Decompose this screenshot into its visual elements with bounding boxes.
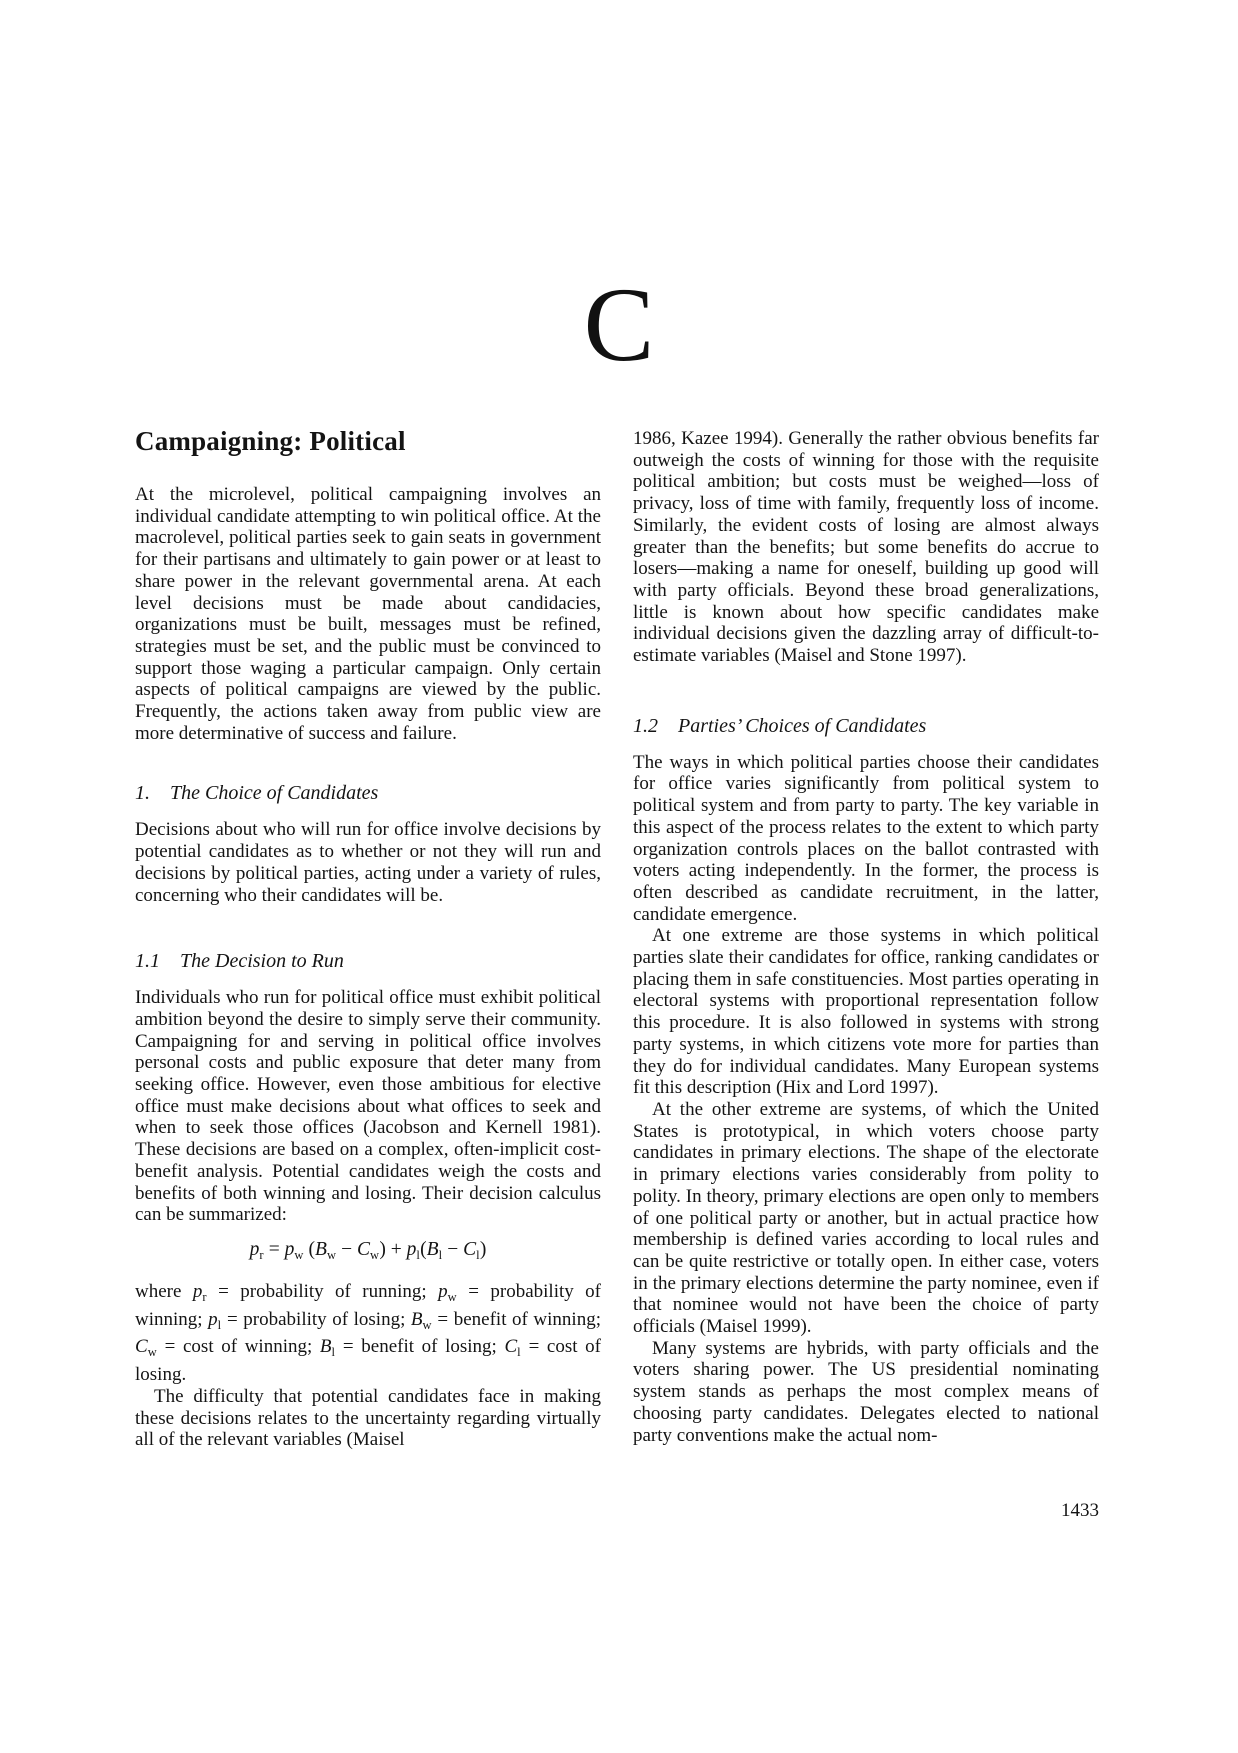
article-title: Campaigning: Political [135, 426, 406, 456]
formula-subscript: w [370, 1247, 380, 1262]
left-column [135, 425, 601, 1451]
formula-variable: C [463, 1238, 477, 1260]
formula-variable: B [426, 1238, 439, 1260]
formula-text: where [135, 1280, 193, 1302]
section-1-1-title: The Decision to Run [180, 950, 344, 973]
decision-calculus-formula [135, 1238, 601, 1267]
primary-elections-paragraph: At the other extreme are systems, of which the United States is prototypical, in which voters choose party candidates in primary elections. The shape of the electorate in primary elections varies considerably from polity to polity. In theory, primary elections are open only to members of one political party or another, but in actual practice how membership is defined varies according to local rules and can be quite restrictive or totally open. In either case, voters in the primary elections determine the party nominee, even if that nominee would not have been the choice of party officials (Maisel 1999). [633, 1098, 1099, 1338]
formula-variable: C [504, 1336, 518, 1358]
formula-text: = cost of winning; [157, 1336, 320, 1358]
hybrid-systems-paragraph: Many systems are hybrids, with party officials and the voters sharing power. The US presidential nominating system stands as perhaps the most complex means of choosing party candidates. Delegates elected to national party conventions make the actual nom- [633, 1337, 1099, 1446]
formula-text: = probability of losing; [221, 1308, 411, 1330]
formula-subscript: w [422, 1317, 432, 1332]
formula-variable: p [192, 1280, 203, 1302]
formula-subscript: w [147, 1345, 158, 1360]
formula-variable: B [410, 1308, 423, 1330]
formula-text: = probability of winning; [135, 1280, 601, 1330]
formula-variable: p [406, 1238, 417, 1260]
parties-choices-paragraph: The ways in which political parties choose their candidates for office varies significantly from political system to political system and from party to party. The key variable in this aspect of the process relates to the extent to which party organization controls places on the ballot contrasted with voters acting independently. In the former, the process is often described as candidate recruitment, in the latter, candidate emergence. [633, 751, 1099, 925]
formula-text: = [263, 1238, 285, 1260]
formula-subscript: l [416, 1247, 421, 1262]
formula-text: = cost of losing. [135, 1336, 601, 1386]
section-1-2-heading [633, 715, 1099, 738]
formula-text: − [336, 1238, 358, 1260]
section-1-number: 1. [135, 782, 150, 805]
formula-subscript: l [476, 1247, 480, 1262]
intro-paragraph: At the microlevel, political campaigning involves an individual candidate attempting to win political office. At the macrolevel, political parties seek to gain seats in government for their partisans and ultimately to gain power or at least to share power in the relevant governmental arena. At each level decisions must be made about candidacies, organizations must be built, messages must be refined, strategies must be set, and the public must be convinced to support those waging a particular campaign. Only certain aspects of political campaigns are viewed by the public. Frequently, the actions taken away from public view are more determinative of success and failure. [135, 484, 601, 744]
formula-variable: p [208, 1308, 218, 1330]
formula-variable: B [319, 1336, 332, 1358]
section-1-paragraph: Decisions about who will run for office involve decisions by potential candidates as to whether or not they will run and decisions by political parties, acting under a variety of rules, concerning who their candidates will be. [135, 819, 601, 906]
party-slating-paragraph: At one extreme are those systems in which political parties slate their candidates for office, ranking candidates or placing them in safe constituencies. Most parties operating in electoral systems with proportional representation follow this procedure. It is also followed in systems with strong party systems, in which citizens vote more for parties than they do for individual candidates. Many European systems fit this description (Hix and Lord 1997). [633, 925, 1099, 1099]
formula-variable: C [357, 1238, 371, 1260]
formula-text: = benefit of losing; [335, 1336, 505, 1358]
formula-text: ) [479, 1238, 487, 1260]
formula-subscript: l [517, 1345, 521, 1360]
section-1-2-number: 1.2 [633, 714, 658, 737]
section-1-title: The Choice of Candidates [170, 782, 379, 805]
formula-variables-paragraph [135, 1281, 601, 1386]
formula-subscript: w [326, 1247, 337, 1262]
formula-text: ) + [379, 1238, 407, 1260]
right-column [633, 428, 1099, 1446]
formula-subscript: w [294, 1247, 304, 1262]
section-1-1-heading [135, 950, 601, 973]
formula-text: = benefit of winning; [431, 1308, 601, 1330]
section-1-1-paragraph: Individuals who run for political office must exhibit political ambition beyond the desire to simply serve their community. Campaigning for and serving in political office involves personal costs and public exposure that deter many from seeking office. However, even those ambitious for elective office must make decisions about what offices to seek and when to seek those offices (Jacobson and Kernell 1981). These decisions are based on a complex, often-implicit cost-benefit analysis. Potential candidates weigh the costs and benefits of both winning and losing. Their decision calculus can be summarized: [135, 987, 601, 1226]
formula-subscript: r [202, 1289, 207, 1304]
formula-text: − [442, 1238, 464, 1260]
section-letter: C [583, 266, 655, 383]
section-1-heading [135, 782, 601, 805]
formula-subscript: l [438, 1247, 443, 1262]
formula-text: = probability of running; [206, 1280, 439, 1302]
formula-subscript: l [331, 1345, 336, 1360]
page-number: 1433 [1061, 1500, 1099, 1521]
formula-variable: p [438, 1280, 448, 1302]
formula-text: ( [420, 1238, 427, 1260]
formula-variable: B [315, 1238, 327, 1260]
section-1-2-title: Parties’ Choices of Candidates [678, 714, 927, 737]
formula-subscript: r [259, 1247, 264, 1262]
formula-variable: p [249, 1238, 260, 1260]
formula-variable: p [284, 1238, 295, 1260]
formula-subscript: l [217, 1317, 222, 1332]
difficulty-paragraph: The difficulty that potential candidates face in making these decisions relates to the uncertainty regarding virtually all of the relevant variables (Maisel [135, 1385, 601, 1451]
continuation-paragraph: 1986, Kazee 1994). Generally the rather obvious benefits far outweigh the costs of winning for those with the requisite political ambition; but costs must be weighed—loss of privacy, loss of time with family, frequently loss of income. Similarly, the evident costs of losing are almost always greater than the benefits; but some benefits do accrue to losers—making a name for oneself, building up good will with party officials. Beyond these broad generalizations, little is known about how specific candidates make individual decisions given the dazzling array of difficult-to-estimate variables (Maisel and Stone 1997). [633, 428, 1099, 667]
formula-subscript: w [447, 1289, 457, 1304]
section-1-1-number: 1.1 [135, 950, 160, 973]
formula-text: ( [303, 1238, 316, 1260]
formula-variable: C [135, 1336, 148, 1358]
